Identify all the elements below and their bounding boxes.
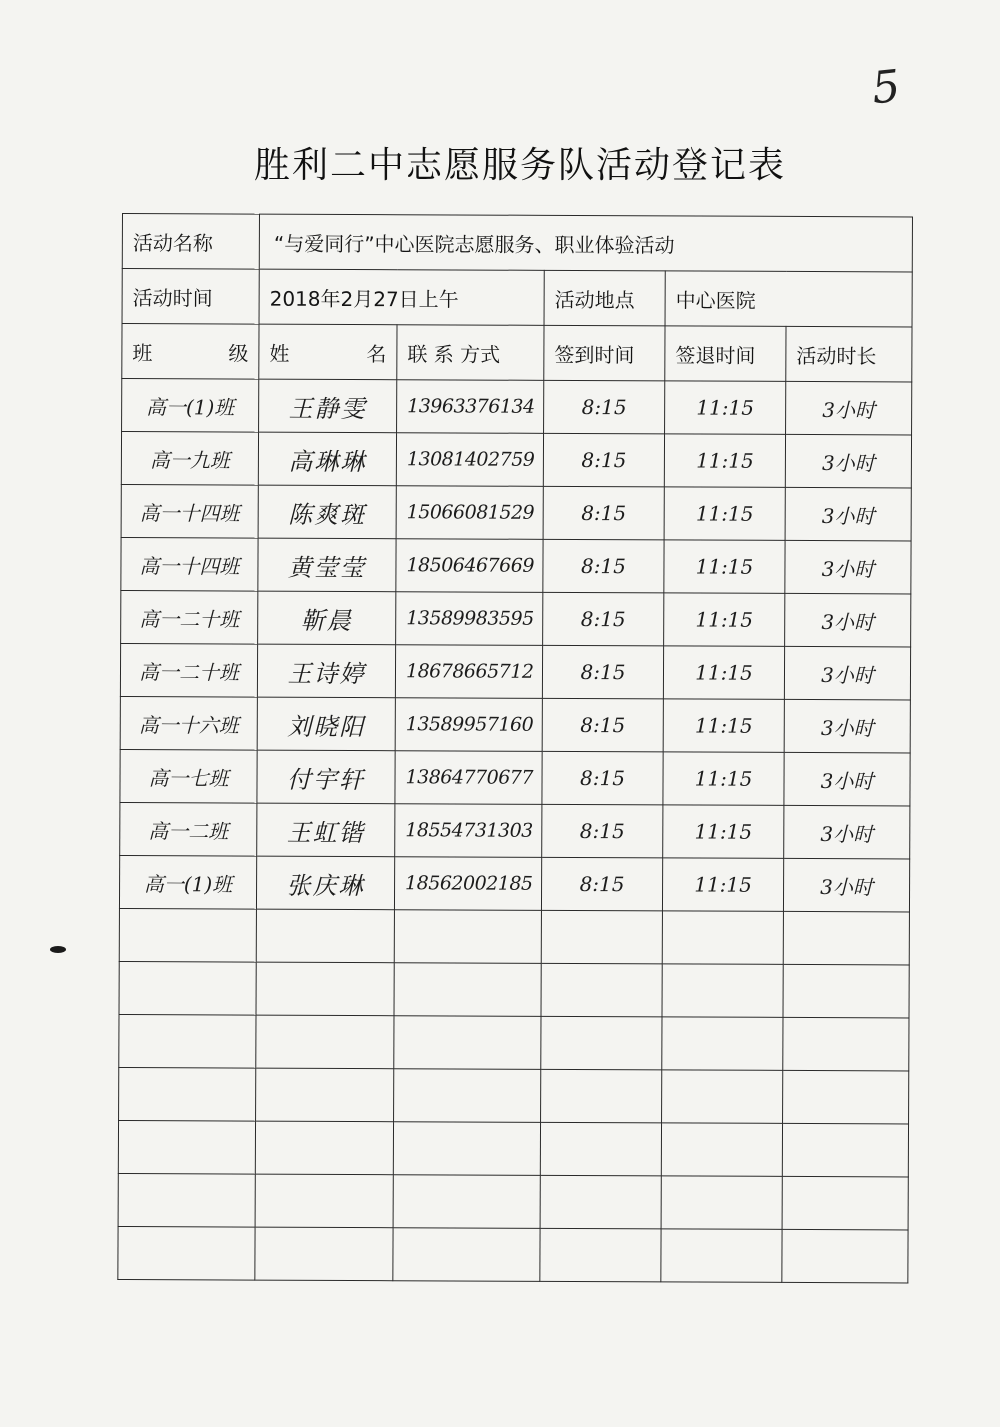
activity-time-value: 2018年2月27日上午 <box>259 269 544 325</box>
phone-cell: 13864770677 <box>395 751 542 805</box>
header-name: 姓 名 <box>259 324 397 380</box>
empty-cell <box>540 1228 661 1282</box>
empty-cell <box>661 1176 782 1230</box>
empty-cell <box>661 1229 782 1283</box>
table-row <box>120 696 910 752</box>
sign-in-cell: 8:15 <box>542 645 663 699</box>
phone-cell: 15066081529 <box>396 486 543 540</box>
table-row <box>119 855 909 911</box>
empty-cell <box>393 1228 540 1282</box>
empty-cell <box>118 1173 255 1227</box>
sign-out-cell: 11:15 <box>663 646 784 700</box>
table-row <box>120 749 910 805</box>
scan-smudge <box>50 946 66 953</box>
empty-cell <box>541 963 662 1017</box>
empty-cell <box>118 1120 255 1174</box>
phone-cell: 18678665712 <box>395 645 542 699</box>
header-duration: 活动时长 <box>786 326 912 382</box>
empty-cell <box>394 910 541 964</box>
name-cell: 付宇轩 <box>257 750 395 804</box>
empty-cell <box>255 1121 393 1175</box>
sign-out-cell: 11:15 <box>664 540 785 594</box>
name-cell: 王静雯 <box>259 379 397 433</box>
activity-place-label: 活动地点 <box>544 270 665 326</box>
activity-time-label: 活动时间 <box>122 269 259 325</box>
phone-cell: 13589957160 <box>395 698 542 752</box>
empty-cell <box>255 1174 393 1228</box>
empty-row <box>118 1120 908 1176</box>
empty-cell <box>393 1122 540 1176</box>
column-header-row <box>122 324 912 382</box>
empty-cell <box>541 1016 662 1070</box>
duration-cell: 3小时 <box>784 699 910 753</box>
empty-cell <box>661 1123 782 1177</box>
sign-out-cell: 11:15 <box>663 752 784 806</box>
table-row <box>121 432 911 488</box>
class-cell: 高一(1)班 <box>122 379 259 433</box>
empty-cell <box>118 1226 255 1280</box>
empty-row <box>118 1173 908 1229</box>
sign-out-cell: 11:15 <box>664 593 785 647</box>
duration-cell: 3小时 <box>784 752 910 806</box>
table-row <box>121 590 911 646</box>
empty-cell <box>256 1015 394 1069</box>
activity-name-row <box>122 214 912 272</box>
empty-cell <box>119 1014 256 1068</box>
registration-table <box>117 213 913 1283</box>
name-cell: 王虹锴 <box>257 803 395 857</box>
activity-place-value: 中心医院 <box>665 271 912 327</box>
duration-cell: 3小时 <box>784 646 910 700</box>
empty-cell <box>256 962 394 1016</box>
duration-cell: 3小时 <box>785 487 911 541</box>
name-cell: 陈爽斑 <box>258 485 396 539</box>
name-cell: 靳晨 <box>258 591 396 645</box>
empty-cell <box>394 1016 541 1070</box>
empty-cell <box>662 1017 783 1071</box>
empty-cell <box>394 963 541 1017</box>
empty-row <box>119 1014 909 1070</box>
sign-in-cell: 8:15 <box>544 380 665 434</box>
empty-row <box>119 961 909 1017</box>
duration-cell: 3小时 <box>785 593 911 647</box>
sign-out-cell: 11:15 <box>663 699 784 753</box>
class-cell: 高一九班 <box>121 432 258 486</box>
empty-row <box>118 1226 908 1282</box>
phone-cell: 13589983595 <box>396 592 543 646</box>
duration-cell: 3小时 <box>783 858 909 912</box>
duration-cell: 3小时 <box>784 805 910 859</box>
empty-cell <box>540 1122 661 1176</box>
duration-cell: 3小时 <box>785 434 911 488</box>
name-cell: 刘晓阳 <box>257 697 395 751</box>
phone-cell: 13081402759 <box>396 433 543 487</box>
class-cell: 高一十六班 <box>120 696 257 750</box>
sign-in-cell: 8:15 <box>542 751 663 805</box>
empty-cell <box>541 910 662 964</box>
duration-cell: 3小时 <box>785 540 911 594</box>
activity-name-value: “与爱同行”中心医院志愿服务、职业体验活动 <box>259 214 912 272</box>
phone-cell: 13963376134 <box>397 380 544 434</box>
duration-cell: 3小时 <box>786 381 912 435</box>
empty-cell <box>540 1175 661 1229</box>
header-sign-in: 签到时间 <box>544 325 665 381</box>
sign-out-cell: 11:15 <box>665 381 786 435</box>
sign-out-cell: 11:15 <box>662 858 783 912</box>
name-cell: 王诗婷 <box>257 644 395 698</box>
empty-cell <box>782 1123 908 1177</box>
table-row <box>120 802 910 858</box>
activity-time-row <box>122 269 912 327</box>
empty-cell <box>393 1175 540 1229</box>
sign-in-cell: 8:15 <box>541 857 662 911</box>
sign-in-cell: 8:15 <box>543 539 664 593</box>
empty-cell <box>662 964 783 1018</box>
empty-cell <box>783 964 909 1018</box>
empty-cell <box>119 1067 256 1121</box>
activity-name-label: 活动名称 <box>122 214 259 270</box>
empty-row <box>119 1067 909 1123</box>
name-cell: 黄莹莹 <box>258 538 396 592</box>
name-cell: 高琳琳 <box>258 432 396 486</box>
empty-cell <box>783 1070 909 1124</box>
empty-cell <box>119 961 256 1015</box>
name-cell: 张庆琳 <box>256 856 394 910</box>
sign-out-cell: 11:15 <box>663 805 784 859</box>
volunteer-rows <box>118 379 912 1283</box>
table-row <box>122 379 912 435</box>
empty-cell <box>256 1068 394 1122</box>
empty-cell <box>662 911 783 965</box>
empty-cell <box>256 909 394 963</box>
table-row <box>120 643 910 699</box>
form-title: 胜利二中志愿服务队活动登记表 <box>253 145 786 186</box>
empty-cell <box>119 908 256 962</box>
sign-in-cell: 8:15 <box>543 433 664 487</box>
empty-cell <box>783 911 909 965</box>
phone-cell: 18554731303 <box>395 804 542 858</box>
class-cell: 高一二十班 <box>120 643 257 697</box>
table-row <box>121 537 911 593</box>
sign-out-cell: 11:15 <box>664 487 785 541</box>
class-cell: 高一二班 <box>120 802 257 856</box>
empty-cell <box>394 1069 541 1123</box>
empty-cell <box>782 1176 908 1230</box>
empty-row <box>119 908 909 964</box>
sign-in-cell: 8:15 <box>542 804 663 858</box>
phone-cell: 18562002185 <box>394 857 541 911</box>
empty-cell <box>783 1017 909 1071</box>
empty-cell <box>662 1070 783 1124</box>
header-phone: 联 系 方式 <box>397 325 544 381</box>
header-sign-out: 签退时间 <box>665 326 786 382</box>
sign-out-cell: 11:15 <box>664 434 785 488</box>
page-number: 5 <box>869 60 903 115</box>
sign-in-cell: 8:15 <box>543 592 664 646</box>
class-cell: 高一十四班 <box>121 537 258 591</box>
class-cell: 高一(1)班 <box>119 855 256 909</box>
empty-cell <box>255 1227 393 1281</box>
header-class: 班 级 <box>122 324 259 380</box>
registration-form <box>117 213 912 1306</box>
sign-in-cell: 8:15 <box>542 698 663 752</box>
empty-cell <box>782 1229 908 1283</box>
class-cell: 高一七班 <box>120 749 257 803</box>
phone-cell: 18506467669 <box>396 539 543 593</box>
sign-in-cell: 8:15 <box>543 486 664 540</box>
class-cell: 高一十四班 <box>121 484 258 538</box>
class-cell: 高一二十班 <box>121 590 258 644</box>
table-row <box>121 484 911 540</box>
empty-cell <box>541 1069 662 1123</box>
